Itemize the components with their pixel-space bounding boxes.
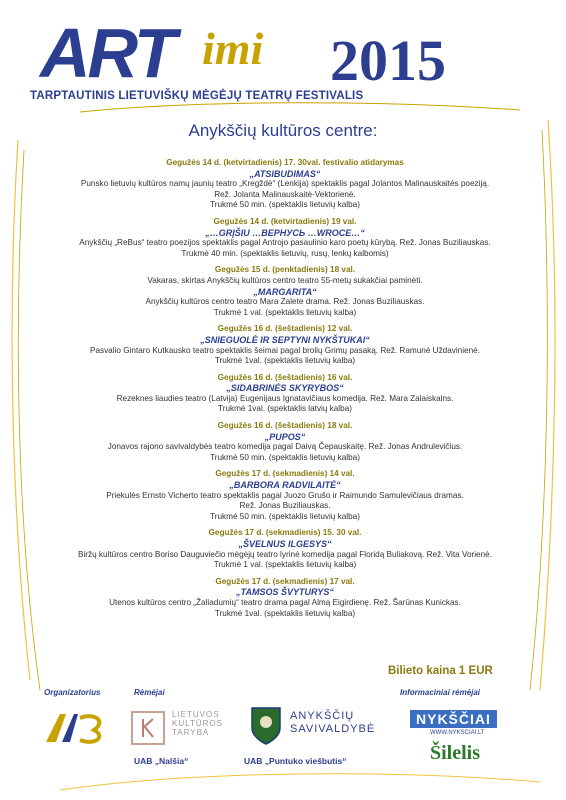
event-block [50,373,520,415]
uab-puntuko: UAB „Puntuko viešbutis“ [244,756,347,766]
event-description-line: Priekulės Ernsto Vicherto teatro spektaklis pagal Juozo Grušo ir Raimundo Samulevičiaus dramas. [106,490,464,500]
event-title: „MARGARITA“ [253,286,317,297]
event-date: Gegužės 14 d. (ketvirtadienis) 19 val. [213,216,357,226]
event-block [50,217,520,259]
event-title: „SIDABRINĖS SKYRYBOS“ [226,383,344,394]
festival-logo-art: ART [40,14,174,92]
event-block [50,528,520,570]
uab-nalsia: UAB „Nalšia“ [134,756,189,766]
venue-title: Anykščių kultūros centre: [188,121,378,140]
event-description-line: Trukmė 1val. (spektaklis latvių kalba) [218,404,352,414]
organizers-label: Organizatorius [44,688,101,697]
event-description-line: Pasvalio Gintaro Kutkausko teatro spektaklis šeimai pagal brolių Grimų pasaką. Rež. Ramunė Uždavinienė. [89,345,480,355]
festival-logo-imi: imi [202,23,264,74]
event-description-line: Punsko lietuvių kultūros namų jaunių teatro „Kregždė“ (Lenkija) spektaklis pagal Jolantos Malinauskaitės poeziją. [80,179,490,189]
event-description-line: Biržų kultūros centro Boriso Dauguviečio mėgėjų teatro lyrinė komedija pagal Floridą Buliakovą. Rež. Vita Vorienė. [78,549,492,559]
event-block [50,158,520,211]
event-date: Gegužės 16 d. (šeštadienis) 18 val. [217,421,353,431]
event-block [50,421,520,463]
event-description-line: Trukmė 1 val. (spektaklis lietuvių kalba) [213,560,357,570]
nyksciai-url: WWW.NYKSCIAI.LT [430,730,485,736]
event-description-line: Trukmė 50 min. (spektaklis lietuvių kalba) [210,452,360,462]
event-description-line: Rež. Jonas Buziliauskas. [239,501,331,511]
culture-council-text: LIETUVOS KULTŪROS TARYBA [172,710,223,737]
event-title: „ŠVELNUS ILGESYS“ [238,539,332,549]
event-description-line: Jonavos rajono savivaldybės teatro komedija pagal Daivą Čepauskaitę. Rež. Jonas Andrulevičius. [107,442,463,452]
event-date: Gegužės 17 d. (sekmadienis) 14 val. [215,469,355,479]
events-list [50,158,520,619]
event-description-line: Rezeknes liaudies teatro (Latvija) Eugenijaus Ignatavičiaus komedija. Rež. Mara Zalaiskalns. [116,393,454,403]
event-title: „ATSIBUDIMAS“ [249,168,321,179]
event-description-line: Rež. Jolanta Malinauskaitė-Vektorienė. [214,189,356,199]
event-description-line: Trukmė 50 min. (spektaklis lietuvių kalba) [210,200,360,210]
event-block [50,469,520,522]
silelis-logo: Šilelis [430,742,481,764]
culture-council-logo-icon [130,710,166,746]
event-title: „TAMSOS ŠVYTURYS“ [236,587,334,598]
event-block [50,324,520,366]
festival-subtitle: TARPTAUTINIS LIETUVIŠKŲ MĖGĖJŲ TEATRŲ FESTIVALIS [30,90,364,102]
ticket-price: Bilieto kaina 1 EUR [388,665,493,677]
info-supporters-label: Informaciniai rėmėjai [400,688,481,697]
event-title: „PUPOS“ [264,431,306,442]
event-date: Gegužės 16 d. (šeštadienis) 12 val. [217,324,353,334]
supporters-label: Rėmėjai [134,688,165,697]
event-title: „SNIEGUOLĖ IR SEPTYNI NYKŠTUKAI“ [200,334,370,345]
event-description-line: Vakaras, skirtas Anykščių kultūros centro teatro 55-metų sukakčiai paminėti. [147,275,423,285]
festival-year: 2015 [330,28,446,93]
event-description-line: Trukmė 40 min. (spektaklis lietuvių, rusų, lenkų kalbomis) [181,248,389,258]
event-date: Gegužės 16 d. (šeštadienis) 16 val. [217,372,353,382]
event-description-line: Trukmė 1 val. (spektaklis lietuvių kalba) [213,307,357,317]
event-description-line: Trukmė 50 min. (spektaklis lietuvių kalba) [210,511,360,521]
event-description-line: Anykščių „ReBus“ teatro poezijos spektaklis pagal Antrojo pasaulinio karo poetų kūrybą. Rež. Jonas Buziliauskas. [79,238,491,248]
event-date: Gegužės 15 d. (penktadienis) 18 val. [214,265,356,275]
sponsors-footer [0,686,566,800]
event-description-line: Anykščių kultūros centro teatro Mara Zalete drama. Rež. Jonas Buziliauskas. [145,297,425,307]
event-date: Gegužės 17 d. (sekmadienis) 15. 30 val. [208,528,362,538]
event-date: Gegužės 17 d. (sekmadienis) 17 val. [215,576,355,586]
akc-logo-icon [40,708,110,748]
event-description-line: Trukmė 1val. (spektaklis lietuvių kalba) [214,608,356,618]
event-title: „…GRĮŠIU …ВЕРНУСЬ …WROCE…“ [205,227,365,238]
nyksciai-logo: NYKŠČIAI [410,710,497,728]
event-description-line: Utenos kultūros centro „Žaliadumių“ teatro drama pagal Almą Eigirdienę. Rež. Šarūnas Kunickas. [109,597,461,607]
event-title: „BARBORA RADVILAITĖ“ [229,480,341,491]
event-block [50,577,520,619]
anyksciai-municipality-text: ANYKŠČIŲ SAVIVALDYBĖ [290,710,376,735]
event-date: Gegužės 14 d. (ketvirtadienis) 17. 30val. festivalio atidarymas [166,158,404,167]
anyksciai-coat-of-arms-icon [248,704,284,748]
event-block [50,265,520,286]
event-description-line: Trukmė 1val. (spektaklis lietuvių kalba) [214,356,356,366]
event-block [50,287,520,319]
